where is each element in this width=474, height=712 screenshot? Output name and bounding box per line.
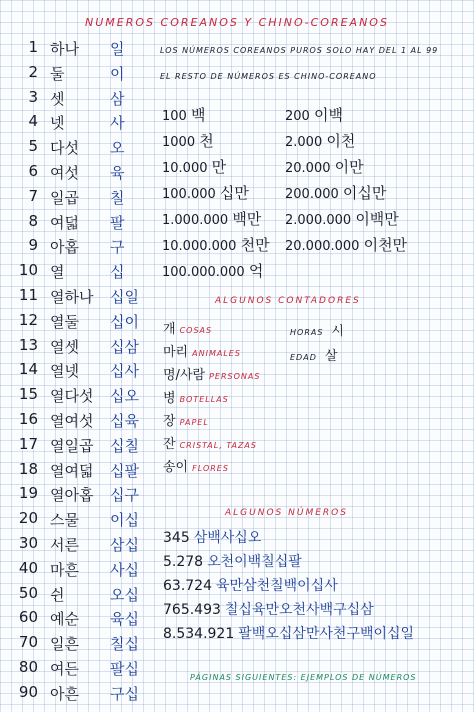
big-number-hangul: 이천 xyxy=(326,132,356,150)
row-number: 9 xyxy=(28,236,38,255)
row-number: 1 xyxy=(28,38,38,56)
big-number-digits: 2.000.000 xyxy=(285,213,352,228)
counter-word: 송이 xyxy=(163,460,189,475)
big-number-digits: 200 xyxy=(285,109,310,124)
native-korean: 열넷 xyxy=(50,362,79,381)
sino-korean: 팔 xyxy=(110,213,125,232)
counter-word: 마리 xyxy=(163,345,189,360)
native-korean: 다섯 xyxy=(50,139,79,158)
native-korean: 일곱 xyxy=(50,188,79,207)
example-number xyxy=(163,623,414,643)
counter-meaning: CRISTAL, TAZAS xyxy=(179,441,257,450)
row-number: 70 xyxy=(18,633,38,652)
row-number: 10 xyxy=(18,261,38,280)
big-number-hangul: 이만 xyxy=(334,158,364,176)
example-digits: 765.493 xyxy=(163,602,221,618)
native-korean: 아홉 xyxy=(50,238,79,257)
sino-korean: 일 xyxy=(110,40,125,58)
big-number-entry xyxy=(285,156,364,177)
example-digits: 63.724 xyxy=(163,578,212,594)
sino-korean: 십구 xyxy=(110,486,139,505)
row-number: 15 xyxy=(18,385,38,404)
big-number-entry xyxy=(162,234,270,255)
row-number: 13 xyxy=(18,335,38,354)
big-number-hangul: 이백 xyxy=(313,106,343,124)
row-number: 50 xyxy=(18,583,38,602)
big-number-entry xyxy=(162,104,205,125)
big-number-hangul: 천 xyxy=(199,132,214,150)
row-number: 12 xyxy=(18,310,38,329)
native-korean: 셋 xyxy=(50,89,65,108)
big-number-entry xyxy=(162,260,263,281)
big-number-digits: 1000 xyxy=(162,135,196,150)
note-sino-rest: EL RESTO DE NÚMEROS ES CHINO-COREANO xyxy=(160,72,377,81)
big-number-digits: 20.000 xyxy=(285,161,331,176)
big-number-entry xyxy=(285,104,343,125)
sino-korean: 구십 xyxy=(110,684,139,703)
big-number-entry xyxy=(285,234,407,255)
native-korean: 열일곱 xyxy=(50,436,94,455)
row-number: 2 xyxy=(28,62,38,81)
row-number: 3 xyxy=(28,87,38,106)
example-hangul: 육만삼천칠백이십사 xyxy=(216,578,338,594)
big-number-hangul: 억 xyxy=(248,262,264,280)
sino-korean: 십오 xyxy=(110,387,139,406)
counter-entry xyxy=(163,364,260,383)
big-number-hangul: 이백만 xyxy=(355,210,399,228)
row-number: 5 xyxy=(28,137,38,156)
native-korean: 열여섯 xyxy=(50,412,94,430)
native-korean: 마흔 xyxy=(50,560,79,579)
big-number-entry xyxy=(285,208,399,229)
big-number-hangul: 천만 xyxy=(240,236,270,254)
native-korean: 일흔 xyxy=(50,635,79,654)
native-korean: 스물 xyxy=(50,511,79,530)
example-digits: 5.278 xyxy=(163,554,204,570)
native-korean: 열하나 xyxy=(50,288,94,306)
sino-korean: 오십 xyxy=(110,585,139,604)
counter-entry xyxy=(163,433,257,452)
example-hangul: 오천이백칠십팔 xyxy=(207,554,302,570)
big-number-entry xyxy=(162,208,261,229)
examples-title: ALGUNOS NÚMEROS xyxy=(225,508,348,518)
counter-word: 장 xyxy=(163,414,176,429)
big-number-digits: 1.000.000 xyxy=(162,213,229,228)
sino-korean: 십칠 xyxy=(110,436,139,455)
sino-korean: 십사 xyxy=(110,362,139,381)
native-korean: 하나 xyxy=(50,40,79,58)
footer-note: PÁGINAS SIGUIENTES: EJEMPLOS DE NÚMEROS xyxy=(190,673,417,682)
sino-korean: 십 xyxy=(110,263,125,282)
sino-korean: 삼 xyxy=(110,89,125,108)
native-korean: 열아홉 xyxy=(50,486,94,505)
row-number: 17 xyxy=(18,434,38,453)
sino-korean: 육 xyxy=(110,164,125,182)
sino-korean: 구 xyxy=(110,238,125,257)
counter-entry xyxy=(163,456,229,475)
native-korean: 여덟 xyxy=(50,213,79,232)
native-korean: 둘 xyxy=(50,64,65,83)
sino-korean: 칠십 xyxy=(110,635,139,654)
example-number xyxy=(163,551,302,571)
native-korean: 열셋 xyxy=(50,337,79,356)
page-title: NUMEROS COREANOS Y CHINO-COREANOS xyxy=(85,16,389,29)
sino-korean: 십일 xyxy=(110,288,139,306)
native-korean: 열둘 xyxy=(50,312,79,331)
row-number: 90 xyxy=(18,682,38,701)
big-number-hangul: 십만 xyxy=(219,184,249,202)
row-number: 16 xyxy=(18,410,38,428)
counter-word: 개 xyxy=(163,322,176,337)
counter-entry xyxy=(163,341,241,360)
big-number-digits: 20.000.000 xyxy=(285,239,360,254)
counter-meaning: BOTELLAS xyxy=(179,395,229,404)
native-korean: 열여덟 xyxy=(50,461,94,480)
sino-korean: 칠 xyxy=(110,188,125,207)
native-korean: 예순 xyxy=(50,610,79,629)
big-number-digits: 100 xyxy=(162,109,187,124)
example-number xyxy=(163,599,374,619)
sino-korean: 사 xyxy=(110,114,125,133)
sino-korean: 사십 xyxy=(110,560,139,579)
counter-meaning: COSAS xyxy=(179,326,213,335)
native-korean: 여든 xyxy=(50,660,79,678)
native-korean: 여섯 xyxy=(50,164,79,182)
counter-meaning: FLORES xyxy=(192,464,229,473)
counter-side-age: EDAD 살 xyxy=(290,349,338,364)
big-number-digits: 10.000 xyxy=(162,161,208,176)
row-number: 11 xyxy=(18,286,38,304)
counter-side-hours: HORAS 시 xyxy=(290,324,344,339)
row-number: 8 xyxy=(28,211,38,230)
big-number-hangul: 이십만 xyxy=(342,184,387,202)
sino-korean: 육십 xyxy=(110,610,139,629)
row-number: 60 xyxy=(18,608,38,627)
native-korean: 쉰 xyxy=(50,585,65,604)
row-number: 18 xyxy=(18,459,38,478)
row-number: 30 xyxy=(18,534,38,552)
row-number: 20 xyxy=(18,509,38,528)
counter-entry xyxy=(163,387,229,406)
big-number-hangul: 백 xyxy=(190,106,206,124)
row-number: 14 xyxy=(18,360,38,379)
big-number-hangul: 백만 xyxy=(232,210,262,228)
sino-korean: 십삼 xyxy=(110,337,139,356)
big-number-digits: 100.000.000 xyxy=(162,265,245,280)
example-hangul: 삼백사십오 xyxy=(193,530,262,546)
example-digits: 345 xyxy=(163,530,190,546)
native-korean: 넷 xyxy=(50,114,65,133)
example-hangul: 팔백오십삼만사천구백이십일 xyxy=(238,626,415,642)
sino-korean: 이십 xyxy=(110,511,139,530)
note-native-range: LOS NÚMEROS COREANOS PUROS SOLO HAY DEL 1 AL 99 xyxy=(160,46,439,55)
big-number-digits: 200.000 xyxy=(285,187,339,202)
example-digits: 8.534.921 xyxy=(163,626,235,642)
example-number xyxy=(163,527,261,547)
sino-korean: 오 xyxy=(110,139,125,158)
sino-korean: 십이 xyxy=(110,312,139,331)
sino-korean: 이 xyxy=(110,64,125,83)
big-number-entry xyxy=(285,130,355,151)
counters-title: ALGUNOS CONTADORES xyxy=(215,296,361,306)
counter-meaning: ANIMALES xyxy=(192,349,241,358)
big-number-digits: 10.000.000 xyxy=(162,239,237,254)
row-number: 19 xyxy=(18,484,38,503)
big-number-entry xyxy=(285,182,386,203)
counter-word: 명/사람 xyxy=(163,368,206,383)
big-number-entry xyxy=(162,182,249,203)
native-korean: 서른 xyxy=(50,536,79,554)
big-number-digits: 100.000 xyxy=(162,187,216,202)
row-number: 7 xyxy=(28,186,38,205)
big-number-entry xyxy=(162,156,226,177)
example-number xyxy=(163,575,338,595)
native-korean: 아흔 xyxy=(50,684,79,703)
counter-word: 잔 xyxy=(163,437,176,452)
big-number-digits: 2.000 xyxy=(285,135,323,150)
counter-meaning: PERSONAS xyxy=(209,372,261,381)
counter-entry xyxy=(163,318,212,337)
sino-korean: 십팔 xyxy=(110,461,139,480)
big-number-entry xyxy=(162,130,214,151)
native-korean: 열 xyxy=(50,263,65,282)
row-number: 40 xyxy=(18,558,38,577)
counter-entry xyxy=(163,410,209,429)
row-number: 4 xyxy=(28,112,38,131)
sino-korean: 팔십 xyxy=(110,660,139,678)
example-hangul: 칠십육만오천사백구십삼 xyxy=(224,602,374,618)
counter-word: 병 xyxy=(163,391,176,406)
sino-korean: 십육 xyxy=(110,412,139,430)
row-number: 80 xyxy=(18,658,38,676)
big-number-hangul: 만 xyxy=(211,158,227,176)
counter-meaning: PAPEL xyxy=(179,418,209,427)
sino-korean: 삼십 xyxy=(110,536,139,554)
big-number-hangul: 이천만 xyxy=(363,236,408,254)
native-korean: 열다섯 xyxy=(50,387,94,406)
row-number: 6 xyxy=(28,162,38,180)
